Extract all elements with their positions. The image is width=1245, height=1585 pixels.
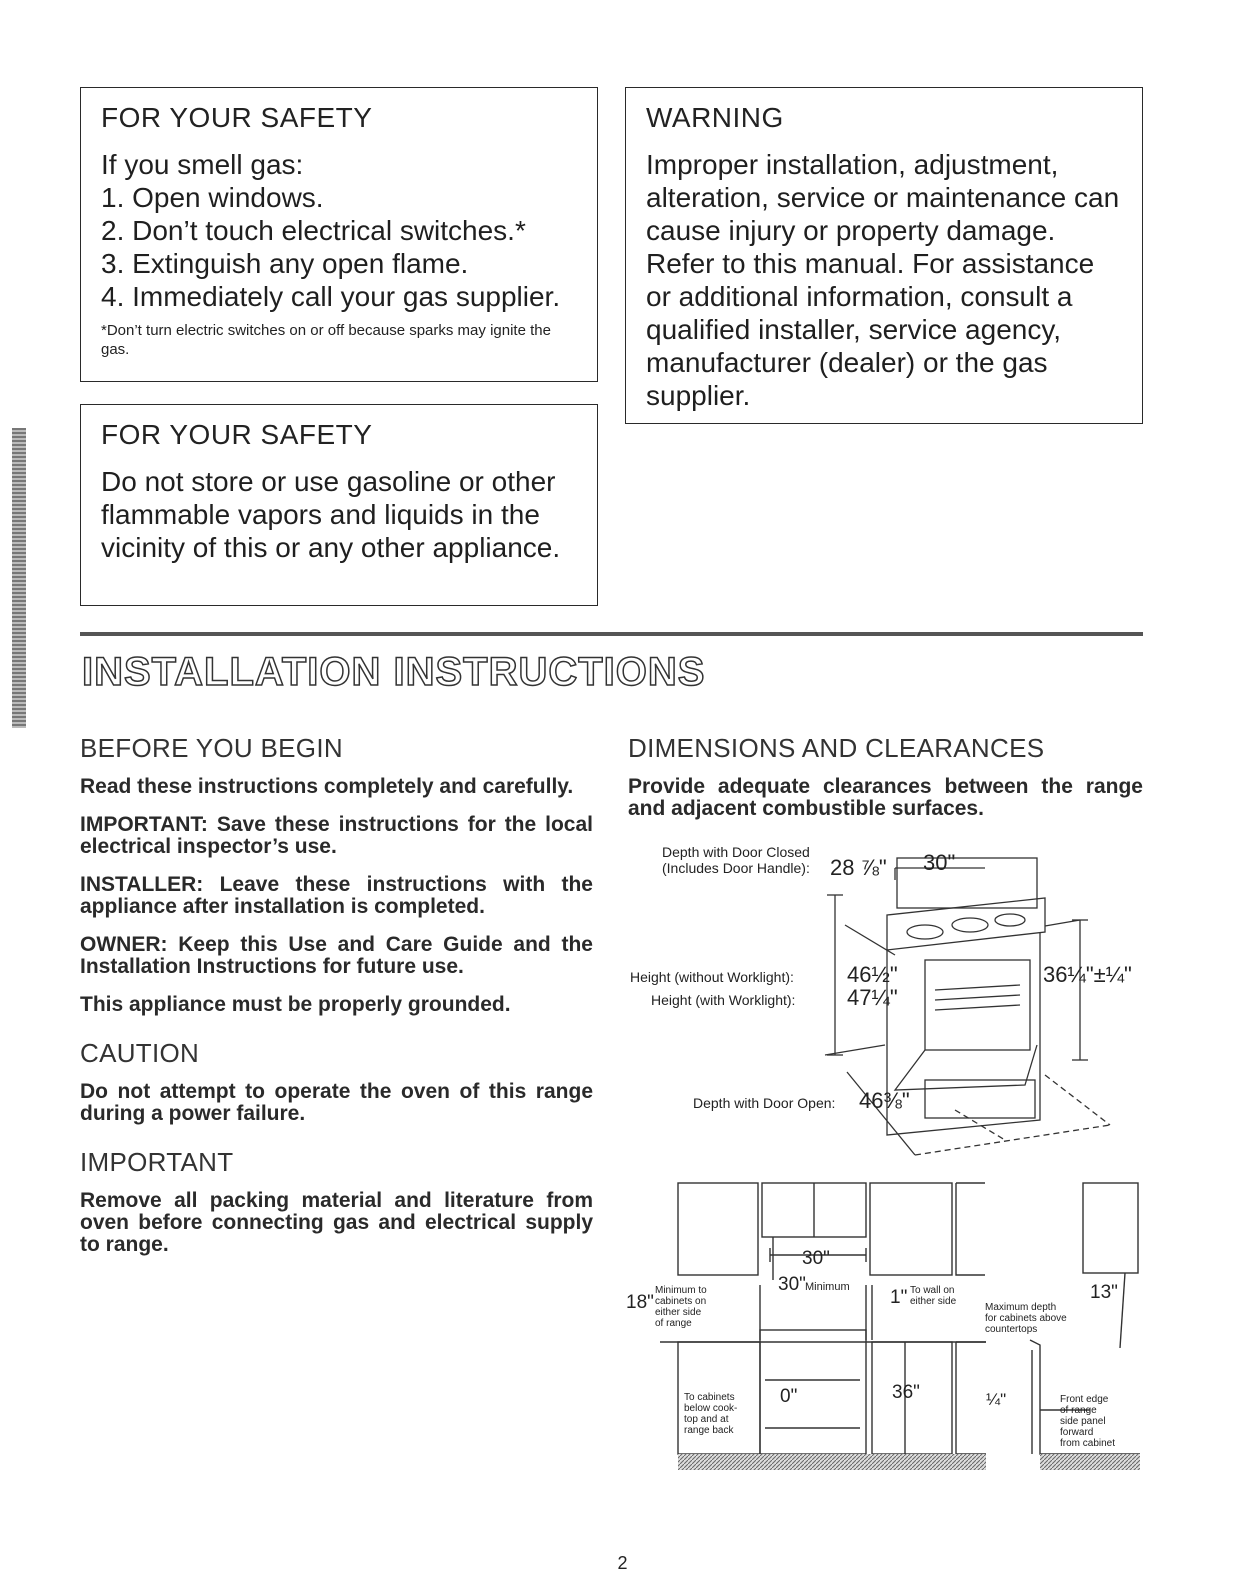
- front-edge-label-line: of range: [1060, 1405, 1097, 1416]
- min-18-label-line: Minimum to: [655, 1285, 707, 1296]
- zero-label-line: To cabinets: [684, 1392, 735, 1403]
- range-dimensions-diagram: [625, 840, 1145, 1170]
- important-text: Remove all packing material and literature from oven before connecting gas and electrical supply to range.: [80, 1189, 593, 1256]
- safety-box-gas-smell: [80, 87, 598, 382]
- front-edge-label-line: side panel: [1060, 1416, 1106, 1427]
- safety-box-title: FOR YOUR SAFETY: [101, 419, 373, 450]
- width-value: 30": [923, 850, 956, 875]
- zero-label-line: below cook-: [684, 1403, 738, 1414]
- front-edge-label-line: from cabinet: [1060, 1438, 1116, 1449]
- before-paragraph: INSTALLER: Leave these instructions with the appliance after installation is completed.: [80, 873, 593, 918]
- side-1-value: 1": [890, 1287, 908, 1308]
- height-without-label: Height (without Worklight):: [630, 969, 794, 985]
- zero-value: 0": [780, 1386, 798, 1407]
- front-edge-label-line: forward: [1060, 1427, 1094, 1438]
- important-heading: IMPORTANT: [80, 1147, 234, 1177]
- safety-step-2: 2. Don’t touch electrical switches.*: [101, 215, 526, 246]
- depth-closed-label-2: (Includes Door Handle):: [662, 860, 810, 876]
- safety-footnote: *Don’t turn electric switches on or off because sparks may ignite the gas.: [101, 322, 551, 358]
- max-depth-label-line: for cabinets above: [985, 1313, 1067, 1324]
- before-paragraph: Read these instructions completely and carefully.: [80, 775, 574, 798]
- min-18-label-line: cabinets on: [655, 1296, 707, 1307]
- height-without-value: 46½": [847, 962, 898, 987]
- safety-box-flammables: [80, 404, 598, 606]
- left-column: [80, 733, 593, 1272]
- dimensions-heading: DIMENSIONS AND CLEARANCES: [628, 733, 1045, 763]
- height-with-label: Height (with Worklight):: [651, 992, 796, 1008]
- dimensions-text: Provide adequate clearances between the range and adjacent combustible surfaces.: [628, 775, 1143, 820]
- edge-scan-bar: [12, 428, 26, 728]
- cooktop-height-value: 36¼"±¼": [1043, 962, 1132, 987]
- before-paragraph: IMPORTANT: Save these instructions for the local electrical inspector’s use.: [80, 813, 593, 858]
- zero-label-line: top and at: [684, 1414, 729, 1425]
- depth-closed-label-1: Depth with Door Closed: [662, 844, 810, 860]
- height-with-value: 47¼": [847, 985, 898, 1010]
- before-paragraph: OWNER: Keep this Use and Care Guide and the Installation Instructions for future use.: [80, 933, 593, 978]
- safety-step-1: 1. Open windows.: [101, 182, 324, 213]
- height-36-value: 36": [892, 1382, 920, 1403]
- min-18-label-line: either side: [655, 1307, 702, 1318]
- warning-box: [625, 87, 1143, 424]
- page-number: 2: [617, 1553, 628, 1573]
- caution-text: Do not attempt to operate the oven of this range during a power failure.: [80, 1080, 593, 1125]
- min-30-value: 30": [778, 1274, 806, 1295]
- max-depth-label-line: countertops: [985, 1324, 1038, 1335]
- right-column: [628, 733, 1143, 836]
- before-you-begin-heading: BEFORE YOU BEGIN: [80, 733, 343, 763]
- section-title: INSTALLATION INSTRUCTIONS: [82, 650, 706, 694]
- max-depth-value: 13": [1090, 1282, 1118, 1303]
- depth-open-label: Depth with Door Open:: [693, 1095, 836, 1111]
- min-18-label-line: of range: [655, 1318, 692, 1329]
- cabinet-clearance-diagram: [620, 1180, 1145, 1475]
- width-30-value: 30": [802, 1248, 830, 1269]
- safety-box-title: FOR YOUR SAFETY: [101, 102, 373, 133]
- section-divider: [80, 632, 1143, 636]
- side-1-label-line: either side: [910, 1296, 957, 1307]
- quarter-value: ¼": [986, 1390, 1007, 1409]
- safety-step-4: 4. Immediately call your gas supplier.: [101, 281, 561, 312]
- max-depth-label-line: Maximum depth: [985, 1302, 1057, 1313]
- safety-flammables-text: Do not store or use gasoline or other flammable vapors and liquids in the vicinity of this or any other appliance.: [101, 466, 561, 563]
- side-1-label-line: To wall on: [910, 1285, 955, 1296]
- caution-heading: CAUTION: [80, 1038, 200, 1068]
- depth-open-value: 46⅜": [859, 1088, 910, 1113]
- warning-text: Improper installation, adjustment, alteration, service or maintenance can cause injury or property damage. Refer to this manual. For assistance or additional information, consult a qualified installer, service agency, manufacturer (dealer) or the gas supplier.: [646, 149, 1120, 411]
- front-edge-label-line: Front edge: [1060, 1394, 1109, 1405]
- safety-step-3: 3. Extinguish any open flame.: [101, 248, 469, 279]
- min-30-label: Minimum: [805, 1281, 850, 1293]
- safety-intro: If you smell gas:: [101, 149, 304, 180]
- before-paragraph: This appliance must be properly grounded.: [80, 993, 511, 1016]
- warning-title: WARNING: [646, 102, 784, 133]
- min-18-value: 18": [626, 1292, 654, 1313]
- zero-label-line: range back: [684, 1425, 734, 1436]
- depth-closed-value: 28 ⅞": [830, 855, 887, 880]
